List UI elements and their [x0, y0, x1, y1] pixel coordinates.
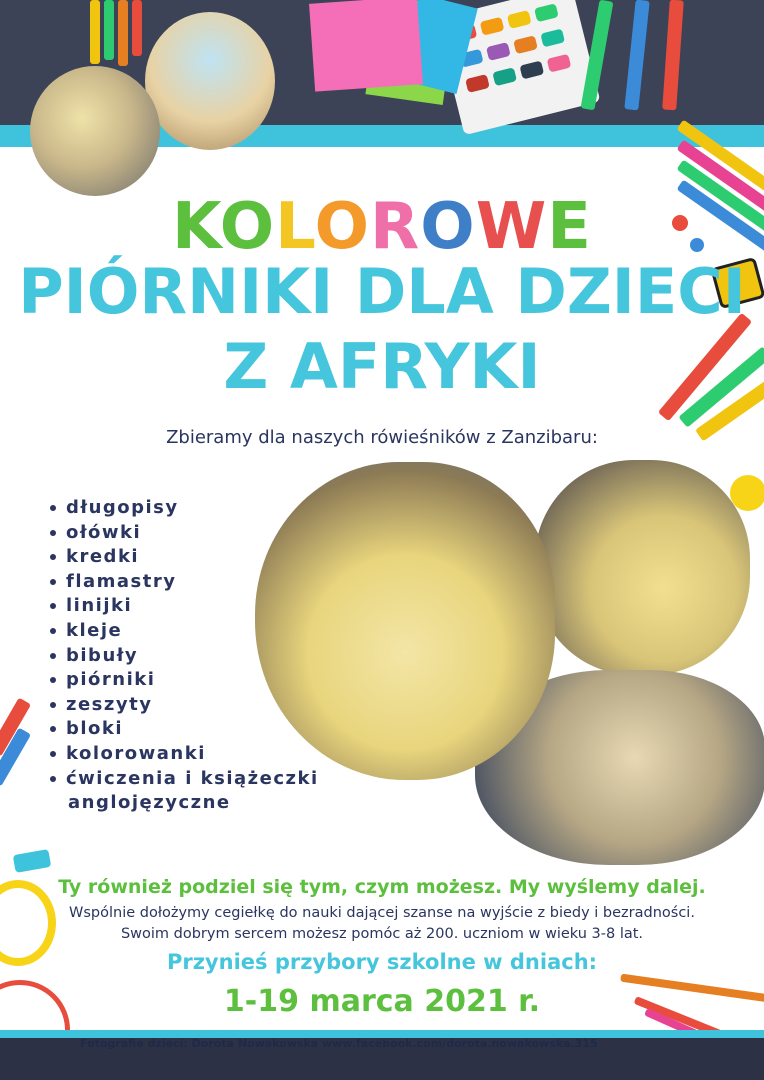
photo-children-hijab: [30, 66, 160, 196]
bring-heading: Przynieś przybory szkolne w dniach:: [166, 950, 598, 974]
title-letter: O: [420, 190, 476, 264]
collection-dates: 1-19 marca 2021 r.: [223, 984, 541, 1019]
title-line-2: PIÓRNIKI DLA DZIECI: [18, 255, 746, 328]
title-letter: W: [475, 190, 548, 264]
tagline: Ty również podziel się tym, czym możesz. My wyślemy dalej.: [58, 876, 706, 898]
photo-credit: Fotografie dzieci: Dorota Nowakowska www.facebook.com/dorota.nowakowska.315: [80, 1037, 598, 1050]
info-line-2: Swoim dobrym sercem możesz pomóc aż 200. uczniom w wieku 3-8 lat.: [120, 926, 644, 942]
yellow-ball: [730, 475, 764, 511]
markers-left: [0, 720, 30, 820]
title-letter: O: [219, 190, 276, 264]
list-item: flamastry: [50, 570, 319, 595]
list-item: piórniki: [50, 668, 319, 693]
title-line-3: Z AFRYKI: [223, 330, 541, 403]
title-letter: K: [171, 190, 220, 264]
list-item-continuation: anglojęzyczne: [68, 792, 231, 814]
photo-children-beach: [145, 12, 275, 150]
title-kolorowe: [0, 190, 764, 264]
list-item: kleje: [50, 619, 319, 644]
subtitle: Zbieramy dla naszych rówieśników z Zanzibaru:: [166, 427, 598, 448]
photo-girls-at-desk: [255, 462, 555, 780]
list-item: bloki: [50, 717, 319, 742]
pink-sticky-note: [309, 0, 423, 92]
blue-eraser: [13, 849, 52, 873]
title-letter: O: [314, 190, 371, 264]
list-item: ćwiczenia i książeczki: [50, 767, 319, 792]
photo-classroom-pointing: [535, 460, 750, 675]
list-item: długopisy: [50, 496, 319, 521]
colored-pencils-top: [90, 0, 150, 70]
list-item: zeszyty: [50, 693, 319, 718]
list-item: ołówki: [50, 521, 319, 546]
markers-top-right: [590, 0, 710, 120]
list-item: kredki: [50, 545, 319, 570]
info-line-1: Wspólnie dołożymy cegiełkę do nauki dającej szanse na wyjście z biedy i bezradności.: [69, 905, 695, 921]
list-item: linijki: [50, 594, 319, 619]
list-item: kolorowanki: [50, 742, 319, 767]
title-letter: E: [547, 190, 593, 264]
title-letter: R: [370, 190, 421, 264]
list-item: bibuły: [50, 644, 319, 669]
title-letter: L: [275, 190, 315, 264]
